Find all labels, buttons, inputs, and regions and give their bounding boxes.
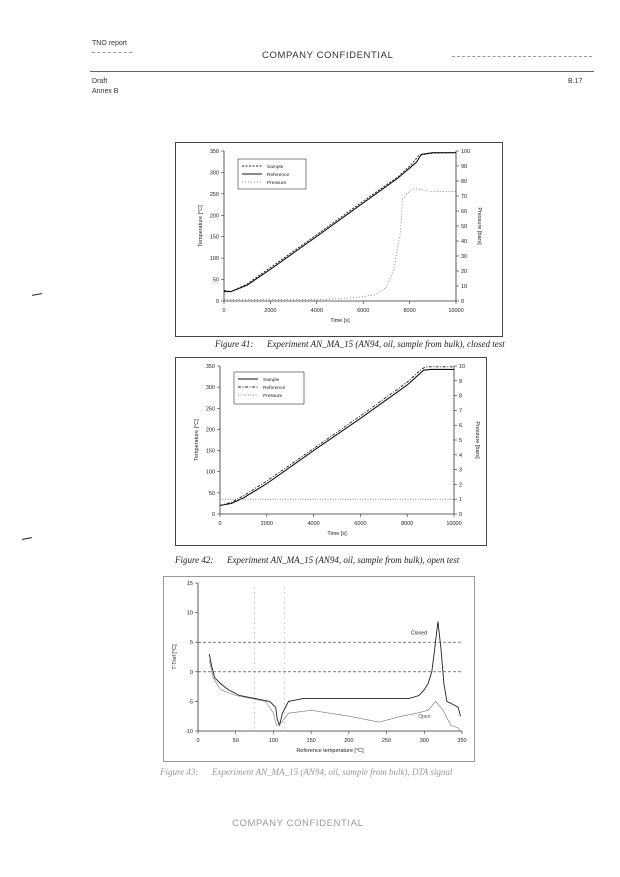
figure-41-text: Experiment AN_MA_15 (AN94, oil, sample from bulk), closed test bbox=[267, 339, 505, 349]
x-tick-label: 0 bbox=[222, 308, 226, 314]
y2-tick-label: 4 bbox=[459, 452, 463, 459]
header-dash-right bbox=[452, 56, 592, 57]
x-tick-label: 6000 bbox=[357, 308, 370, 314]
margin-mark bbox=[32, 293, 42, 296]
y-axis-label: Temperature [°C] bbox=[198, 205, 204, 247]
y2-tick-label: 1 bbox=[459, 497, 463, 504]
x-tick-label: 6000 bbox=[354, 521, 367, 527]
y2-tick-label: 10 bbox=[461, 284, 468, 290]
figure-42-chart bbox=[175, 357, 487, 546]
x-tick-label: 0 bbox=[218, 521, 222, 527]
series-line-pressure bbox=[224, 189, 456, 300]
y2-tick-label: 80 bbox=[461, 179, 468, 185]
y2-tick-label: 5 bbox=[459, 438, 463, 444]
x-axis-label: Time [s] bbox=[330, 318, 350, 324]
y-axis-label: T-Tref [°C] bbox=[172, 644, 178, 670]
y-tick-label: 250 bbox=[205, 406, 215, 413]
draft-label: Draft bbox=[92, 78, 108, 85]
y-tick-label: -10 bbox=[185, 729, 193, 735]
y-tick-label: 15 bbox=[186, 581, 193, 587]
figure-43-caption bbox=[160, 767, 452, 777]
figure-42-plot bbox=[176, 358, 486, 545]
y2-tick-label: 3 bbox=[459, 467, 463, 474]
y-tick-label: -5 bbox=[188, 699, 193, 706]
annotation-closed: Closed bbox=[410, 630, 427, 637]
y-tick-label: 250 bbox=[209, 191, 219, 198]
y2-tick-label: 7 bbox=[459, 408, 463, 415]
x-tick-label: 2000 bbox=[260, 521, 273, 527]
y2-axis-label: Pressure [bars] bbox=[476, 207, 482, 245]
y-tick-label: 350 bbox=[209, 149, 219, 155]
y-tick-label: 200 bbox=[209, 213, 219, 220]
y2-tick-label: 100 bbox=[461, 149, 471, 155]
y-tick-label: 100 bbox=[209, 256, 219, 263]
figure-43-number: Figure 43: bbox=[160, 767, 199, 777]
y-tick-label: 5 bbox=[189, 640, 193, 647]
y-tick-label: 0 bbox=[189, 669, 193, 676]
x-tick-label: 10000 bbox=[448, 308, 464, 314]
x-tick-label: 4000 bbox=[307, 521, 320, 527]
x-tick-label: 8000 bbox=[401, 521, 414, 527]
figure-42-text: Experiment AN_MA_15 (AN94, oil, sample from bulk), open test bbox=[227, 555, 460, 565]
x-axis-label: Reference temperature [°C] bbox=[296, 748, 364, 754]
x-tick-label: 50 bbox=[232, 738, 239, 744]
y2-tick-label: 50 bbox=[461, 224, 468, 230]
figure-43-chart bbox=[163, 576, 475, 762]
x-tick-label: 4000 bbox=[310, 308, 323, 314]
header-dash-left bbox=[92, 52, 132, 53]
y-tick-label: 50 bbox=[212, 277, 219, 284]
y-axis-label: Temperature [°C] bbox=[194, 419, 200, 461]
figure-43-plot bbox=[164, 577, 474, 761]
legend-label: Pressure bbox=[267, 181, 287, 186]
y2-tick-label: 0 bbox=[461, 299, 465, 305]
y-tick-label: 200 bbox=[205, 427, 215, 434]
figure-42-caption bbox=[175, 555, 459, 565]
figure-41-caption bbox=[215, 339, 505, 349]
x-tick-label: 350 bbox=[457, 738, 467, 744]
y-tick-label: 300 bbox=[209, 170, 219, 177]
y2-tick-label: 9 bbox=[459, 378, 463, 385]
x-axis-label: Time [s] bbox=[327, 531, 347, 537]
legend-label: Sample bbox=[263, 378, 280, 383]
x-tick-label: 100 bbox=[268, 738, 279, 744]
y2-tick-label: 90 bbox=[461, 164, 468, 170]
report-name: TNO report bbox=[92, 40, 128, 47]
x-tick-label: 0 bbox=[196, 738, 200, 744]
y2-tick-label: 0 bbox=[459, 512, 463, 518]
y-tick-label: 150 bbox=[205, 448, 215, 455]
y-tick-label: 100 bbox=[205, 469, 215, 476]
y2-tick-label: 70 bbox=[461, 194, 468, 200]
footer-confidential: COMPANY CONFIDENTIAL bbox=[232, 818, 364, 829]
y-tick-label: 150 bbox=[209, 234, 219, 241]
y2-tick-label: 10 bbox=[459, 364, 466, 370]
x-tick-label: 200 bbox=[344, 738, 354, 744]
figure-41-number: Figure 41: bbox=[215, 339, 254, 349]
y-tick-label: 50 bbox=[208, 490, 215, 497]
y2-tick-label: 2 bbox=[459, 482, 463, 489]
series-line-closed bbox=[209, 622, 460, 726]
y-tick-label: 300 bbox=[205, 385, 215, 392]
x-tick-label: 8000 bbox=[403, 308, 416, 314]
page-number: B.17 bbox=[568, 78, 583, 85]
x-tick-label: 2000 bbox=[264, 308, 277, 314]
annotation-open: Open bbox=[418, 713, 431, 720]
margin-mark bbox=[22, 537, 32, 540]
x-tick-label: 10000 bbox=[446, 521, 462, 527]
y2-tick-label: 20 bbox=[461, 269, 468, 275]
y-tick-label: 0 bbox=[215, 299, 219, 305]
series-line-open bbox=[209, 660, 460, 731]
y2-tick-label: 60 bbox=[461, 209, 468, 215]
x-tick-label: 150 bbox=[306, 738, 316, 744]
y-tick-label: 0 bbox=[211, 512, 215, 518]
x-tick-label: 250 bbox=[381, 738, 392, 744]
figure-41-plot bbox=[176, 143, 502, 336]
y2-tick-label: 40 bbox=[461, 239, 468, 245]
figure-43-text: Experiment AN_MA_15 (AN94, oil, sample from bulk), DTA signal bbox=[212, 767, 453, 777]
y2-tick-label: 30 bbox=[461, 254, 468, 260]
figure-42-number: Figure 42: bbox=[175, 555, 214, 565]
annex-label: Annex B bbox=[92, 88, 119, 95]
x-tick-label: 300 bbox=[419, 738, 429, 744]
y2-axis-label: Pressure [bars] bbox=[474, 421, 480, 459]
legend-label: Pressure bbox=[263, 394, 283, 399]
y-tick-label: 350 bbox=[205, 364, 215, 370]
figure-41-chart bbox=[175, 142, 503, 337]
legend-label: Sample bbox=[267, 165, 284, 170]
y2-tick-label: 6 bbox=[459, 423, 463, 430]
y2-tick-label: 8 bbox=[459, 393, 463, 400]
header-confidential: COMPANY CONFIDENTIAL bbox=[262, 50, 394, 61]
legend-label: Reference bbox=[267, 173, 290, 178]
header-rule bbox=[90, 71, 594, 72]
y-tick-label: 10 bbox=[186, 610, 193, 617]
legend-label: Reference bbox=[263, 386, 286, 391]
